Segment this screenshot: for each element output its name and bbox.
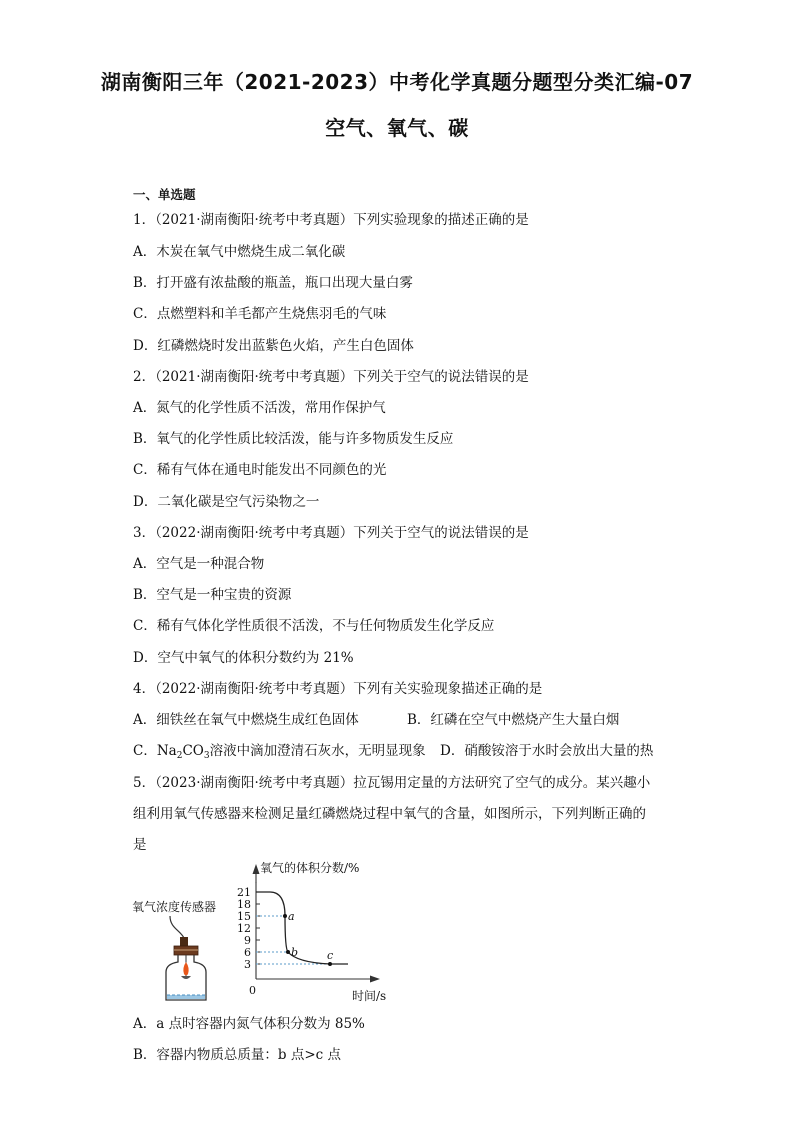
point-b-label: b bbox=[291, 946, 299, 959]
flame-icon bbox=[183, 962, 188, 976]
q5-option-b: B．容器内物质总质量：b 点>c 点 bbox=[133, 1047, 342, 1063]
q2-stem: 2．（2021·湖南衡阳·统考中考真题）下列关于空气的说法错误的是 bbox=[133, 369, 529, 385]
q4-stem: 4．（2022·湖南衡阳·统考中考真题）下列有关实验现象描述正确的是 bbox=[133, 681, 543, 697]
q4-c-mid: CO bbox=[182, 743, 204, 759]
q1-stem: 1．（2021·湖南衡阳·统考中考真题）下列实验现象的描述正确的是 bbox=[133, 212, 529, 228]
q4-c-sub1: 2 bbox=[176, 751, 183, 761]
q4-c-sub2: 3 bbox=[203, 751, 210, 761]
x-axis-title: 时间/s bbox=[352, 989, 387, 1003]
point-a-label: a bbox=[288, 910, 295, 923]
y-axis-title: 氧气的体积分数/% bbox=[260, 861, 360, 875]
y-ticks bbox=[256, 892, 260, 964]
tick-label-9: 9 bbox=[244, 934, 251, 947]
q2-option-a: A．氮气的化学性质不活泼，常用作保护气 bbox=[133, 400, 386, 416]
tick-label-3: 3 bbox=[244, 958, 251, 971]
spoon-icon bbox=[181, 976, 191, 979]
q5-option-a: A．a 点时容器内氮气体积分数为 85% bbox=[133, 1016, 365, 1032]
q4-c-prefix: C．Na bbox=[133, 743, 177, 759]
document-title-line1: 湖南衡阳三年（2021-2023）中考化学真题分题型分类汇编-07 bbox=[100, 70, 694, 94]
point-b bbox=[286, 950, 290, 954]
y-tick-labels bbox=[237, 886, 251, 971]
tick-label-15: 15 bbox=[237, 910, 251, 923]
q3-option-b: B．空气是一种宝贵的资源 bbox=[133, 587, 292, 603]
experiment-figure bbox=[130, 858, 387, 1006]
point-a bbox=[283, 914, 287, 918]
tick-label-21: 21 bbox=[237, 886, 251, 899]
oxygen-curve bbox=[256, 892, 348, 964]
q1-option-b: B．打开盛有浓盐酸的瓶盖，瓶口出现大量白雾 bbox=[133, 275, 413, 291]
tick-label-12: 12 bbox=[237, 922, 251, 935]
origin-label: 0 bbox=[249, 984, 256, 997]
tick-label-18: 18 bbox=[237, 898, 251, 911]
document-title-line2: 空气、氧气、碳 bbox=[325, 116, 469, 140]
point-c-label: c bbox=[327, 949, 334, 962]
sensor-label: 氧气浓度传感器 bbox=[132, 900, 217, 914]
sensor-wire bbox=[170, 916, 184, 938]
water-layer bbox=[167, 995, 205, 999]
q1-option-c: C．点燃塑料和羊毛都产生烧焦羽毛的气味 bbox=[133, 306, 387, 322]
q1-option-d: D．红磷燃烧时发出蓝紫色火焰，产生白色固体 bbox=[133, 338, 414, 354]
q4-c-post: 溶液中滴加澄清石灰水，无明显现象 bbox=[209, 743, 426, 759]
q5-stem-line2: 组利用氧气传感器来检测足量红磷燃烧过程中氧气的含量，如图所示，下列判断正确的 bbox=[133, 806, 646, 822]
q5-stem-line1: 5．（2023·湖南衡阳·统考中考真题）拉瓦锡用定量的方法研究了空气的成分。某兴趣小 bbox=[133, 775, 651, 791]
q3-option-d: D．空气中氧气的体积分数约为 21% bbox=[133, 650, 354, 666]
q4-option-a: A．细铁丝在氧气中燃烧生成红色固体 bbox=[133, 712, 359, 728]
q3-stem: 3．（2022·湖南衡阳·统考中考真题）下列关于空气的说法错误的是 bbox=[133, 525, 529, 541]
q3-option-a: A．空气是一种混合物 bbox=[133, 556, 265, 572]
tick-label-6: 6 bbox=[244, 946, 251, 959]
q1-option-a: A．木炭在氧气中燃烧生成二氧化碳 bbox=[133, 244, 346, 260]
q5-stem-line3: 是 bbox=[133, 837, 147, 853]
q4-option-c bbox=[133, 742, 426, 765]
q3-option-c: C．稀有气体化学性质很不活泼，不与任何物质发生化学反应 bbox=[133, 618, 495, 634]
q4-option-b: B．红磷在空气中燃烧产生大量白烟 bbox=[407, 712, 620, 728]
x-axis-arrow bbox=[370, 976, 380, 983]
point-c bbox=[328, 962, 332, 966]
q4-option-d: D．硝酸铵溶于水时会放出大量的热 bbox=[440, 743, 654, 759]
q2-option-d: D．二氧化碳是空气污染物之一 bbox=[133, 494, 320, 510]
q2-option-c: C．稀有气体在通电时能发出不同颜色的光 bbox=[133, 462, 387, 478]
section-heading: 一、单选题 bbox=[133, 187, 196, 202]
q2-option-b: B．氧气的化学性质比较活泼，能与许多物质发生反应 bbox=[133, 431, 454, 447]
